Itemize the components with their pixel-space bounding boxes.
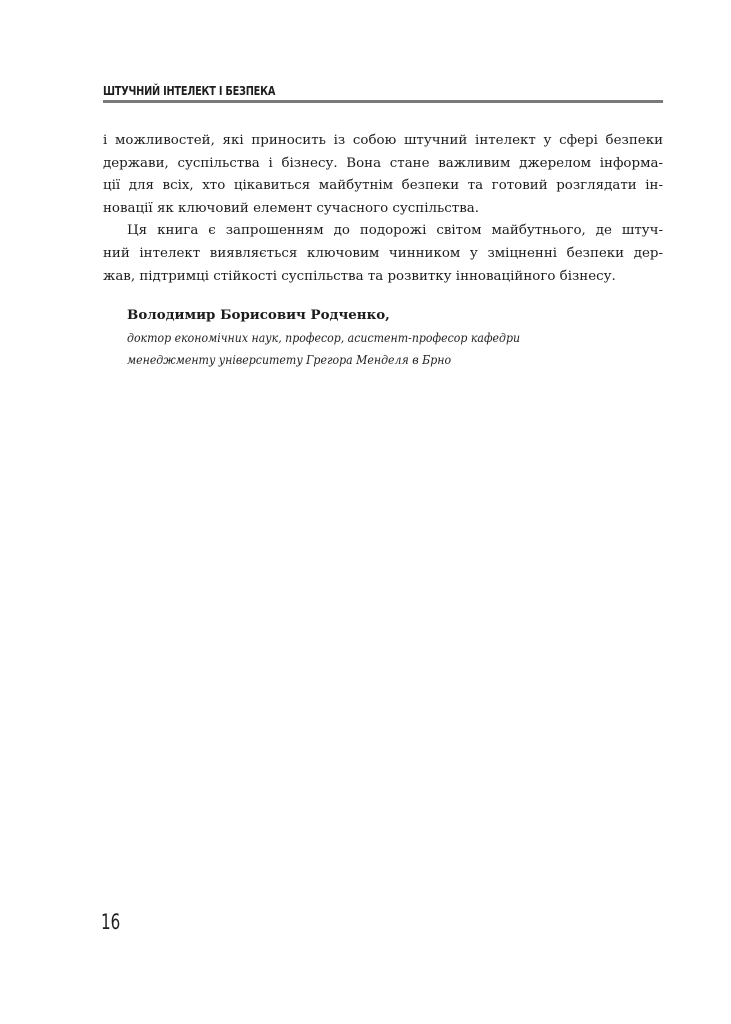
running-header: ШТУЧНИЙ ІНТЕЛЕКТ І БЕЗПЕКА	[103, 83, 276, 98]
author-title-line: менеджменту університету Грегора Менделя в Брно	[127, 353, 452, 367]
header-divider	[103, 100, 663, 103]
paragraph-line: ції для всіх, хто цікавиться майбутнім безпеки та готовий розглядати ін-	[103, 178, 663, 194]
signature-block	[127, 303, 647, 371]
paragraph-line: держави, суспільства і бізнесу. Вона стане важливим джерелом інформа-	[103, 155, 663, 171]
paragraph-line: і можливостей, які приносить із собою штучний інтелект у сфері безпеки	[103, 133, 663, 148]
author-name: Володимир Борисович Родченко,	[127, 307, 390, 323]
paragraph-line: Ця книга є запрошенням до подорожі світом майбутнього, де штуч-	[127, 223, 663, 239]
paragraph-line: жав, підтримці стійкості суспільства та розвитку інноваційного бізнесу.	[103, 268, 616, 284]
author-title-line: доктор економічних наук, професор, асистент-професор кафедри	[127, 331, 521, 345]
paragraph-line: ний інтелект виявляється ключовим чинником у зміцненні безпеки дер-	[103, 245, 663, 261]
page-number: 16	[101, 910, 121, 934]
paragraph-line: новації як ключовий елемент сучасного суспільства.	[103, 200, 479, 216]
body-text	[103, 130, 663, 288]
